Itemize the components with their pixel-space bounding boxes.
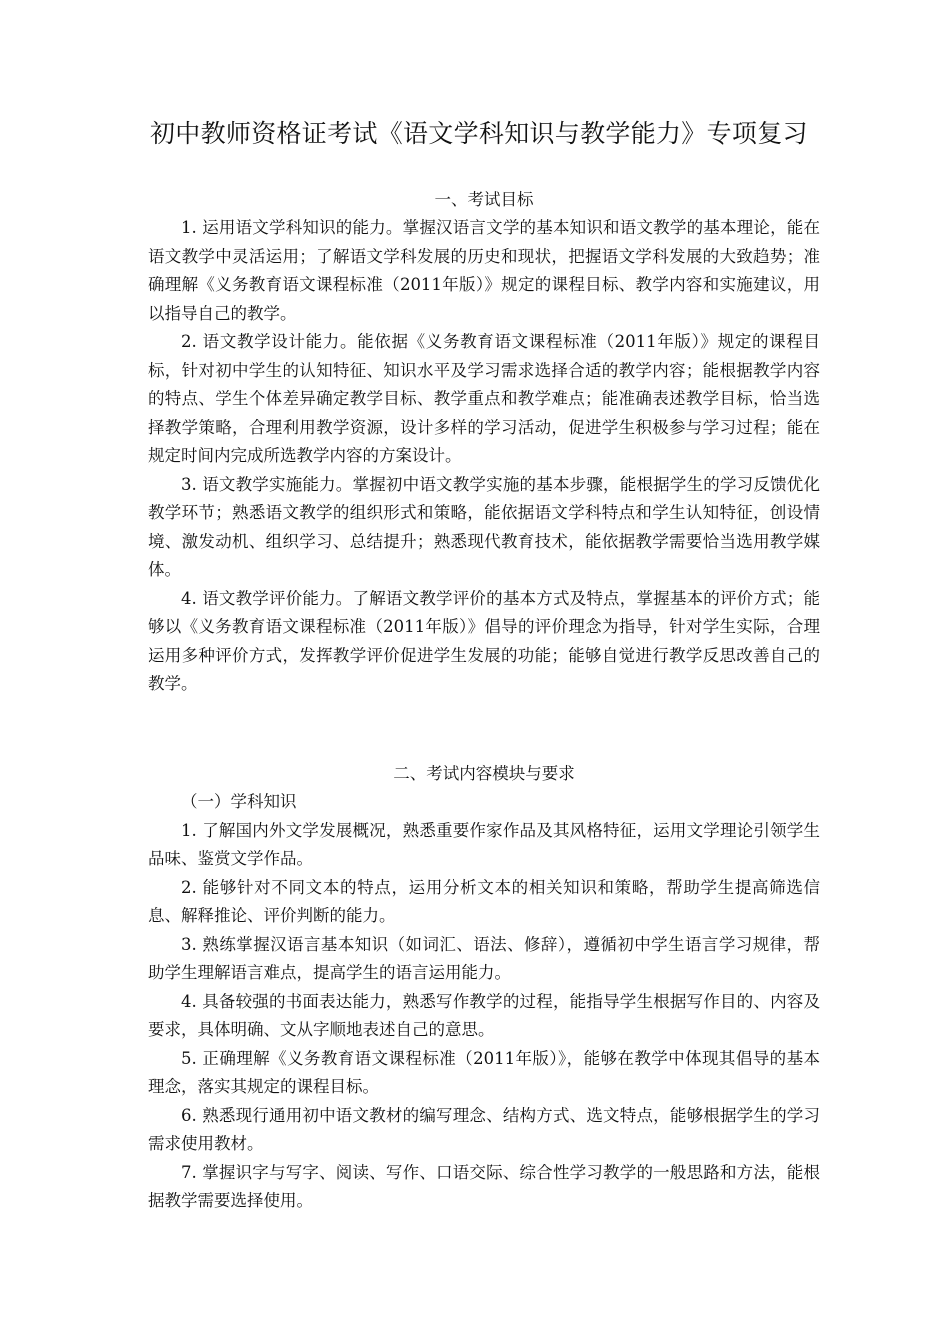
- section-heading: 一、考试目标: [434, 190, 534, 209]
- paragraph: 3. 语文教学实施能力。掌握初中语文教学实施的基本步骤，能根据学生的学习反馈优化教学环节；熟悉语文教学的组织形式和策略，能依据语文学科特点和学生认知特征，创设情境、激发动机、组织学习、总结提升；熟悉现代教育技术，能依据教学需要恰当选用教学媒体。: [148, 474, 820, 579]
- paragraph: 3. 熟练掌握汉语言基本知识（如词汇、语法、修辞），遵循初中学生语言学习规律，帮助学生理解语言难点，提高学生的语言运用能力。: [148, 934, 820, 982]
- document-title: 初中教师资格证考试《语文学科知识与教学能力》专项复习: [150, 119, 808, 148]
- paragraph: 1. 运用语文学科知识的能力。掌握汉语言文学的基本知识和语文教学的基本理论，能在语文教学中灵活运用；了解语文学科发展的历史和现状，把握语文学科发展的大致趋势；准确理解《义务教育语文课程标准（2011年版）》规定的课程目标、教学内容和实施建议，用以指导自己的教学。: [148, 218, 820, 323]
- paragraph: 4. 语文教学评价能力。了解语文教学评价的基本方式及特点，掌握基本的评价方式；能够以《义务教育语文课程标准（2011年版）》倡导的评价理念为指导，针对学生实际，合理运用多种评价方式，发挥教学评价促进学生发展的功能；能够自觉进行教学反思改善自己的教学。: [148, 588, 820, 693]
- paragraph: 6. 熟悉现行通用初中语文教材的编写理念、结构方式、选文特点，能够根据学生的学习需求使用教材。: [148, 1105, 820, 1153]
- paragraph: 2. 语文教学设计能力。能依据《义务教育语文课程标准（2011年版）》规定的课程目标，针对初中学生的认知特征、知识水平及学习需求选择合适的教学内容；能根据教学内容的特点、学生个体差异确定教学目标、教学重点和教学难点；能准确表述教学目标，恰当选择教学策略，合理利用教学资源，设计多样的学习活动，促进学生积极参与学习过程；能在规定时间内完成所选教学内容的方案设计。: [148, 332, 820, 465]
- subsection-heading: （一）学科知识: [181, 792, 297, 811]
- section-exam-objectives: [148, 186, 820, 699]
- section-exam-content: [148, 760, 820, 1216]
- paragraph: 2. 能够针对不同文本的特点，运用分析文本的相关知识和策略，帮助学生提高筛选信息、解释推论、评价判断的能力。: [148, 877, 820, 925]
- paragraph: 7. 掌握识字与写字、阅读、写作、口语交际、综合性学习教学的一般思路和方法，能根据教学需要选择使用。: [148, 1162, 820, 1210]
- paragraph: 5. 正确理解《义务教育语文课程标准（2011年版）》，能够在教学中体现其倡导的基本理念，落实其规定的课程目标。: [148, 1048, 820, 1096]
- paragraph: 4. 具备较强的书面表达能力，熟悉写作教学的过程，能指导学生根据写作目的、内容及要求，具体明确、文从字顺地表述自己的意思。: [148, 991, 820, 1039]
- section-heading: 二、考试内容模块与要求: [393, 764, 575, 783]
- paragraph: 1. 了解国内外文学发展概况，熟悉重要作家作品及其风格特征，运用文学理论引领学生品味、鉴赏文学作品。: [148, 820, 820, 868]
